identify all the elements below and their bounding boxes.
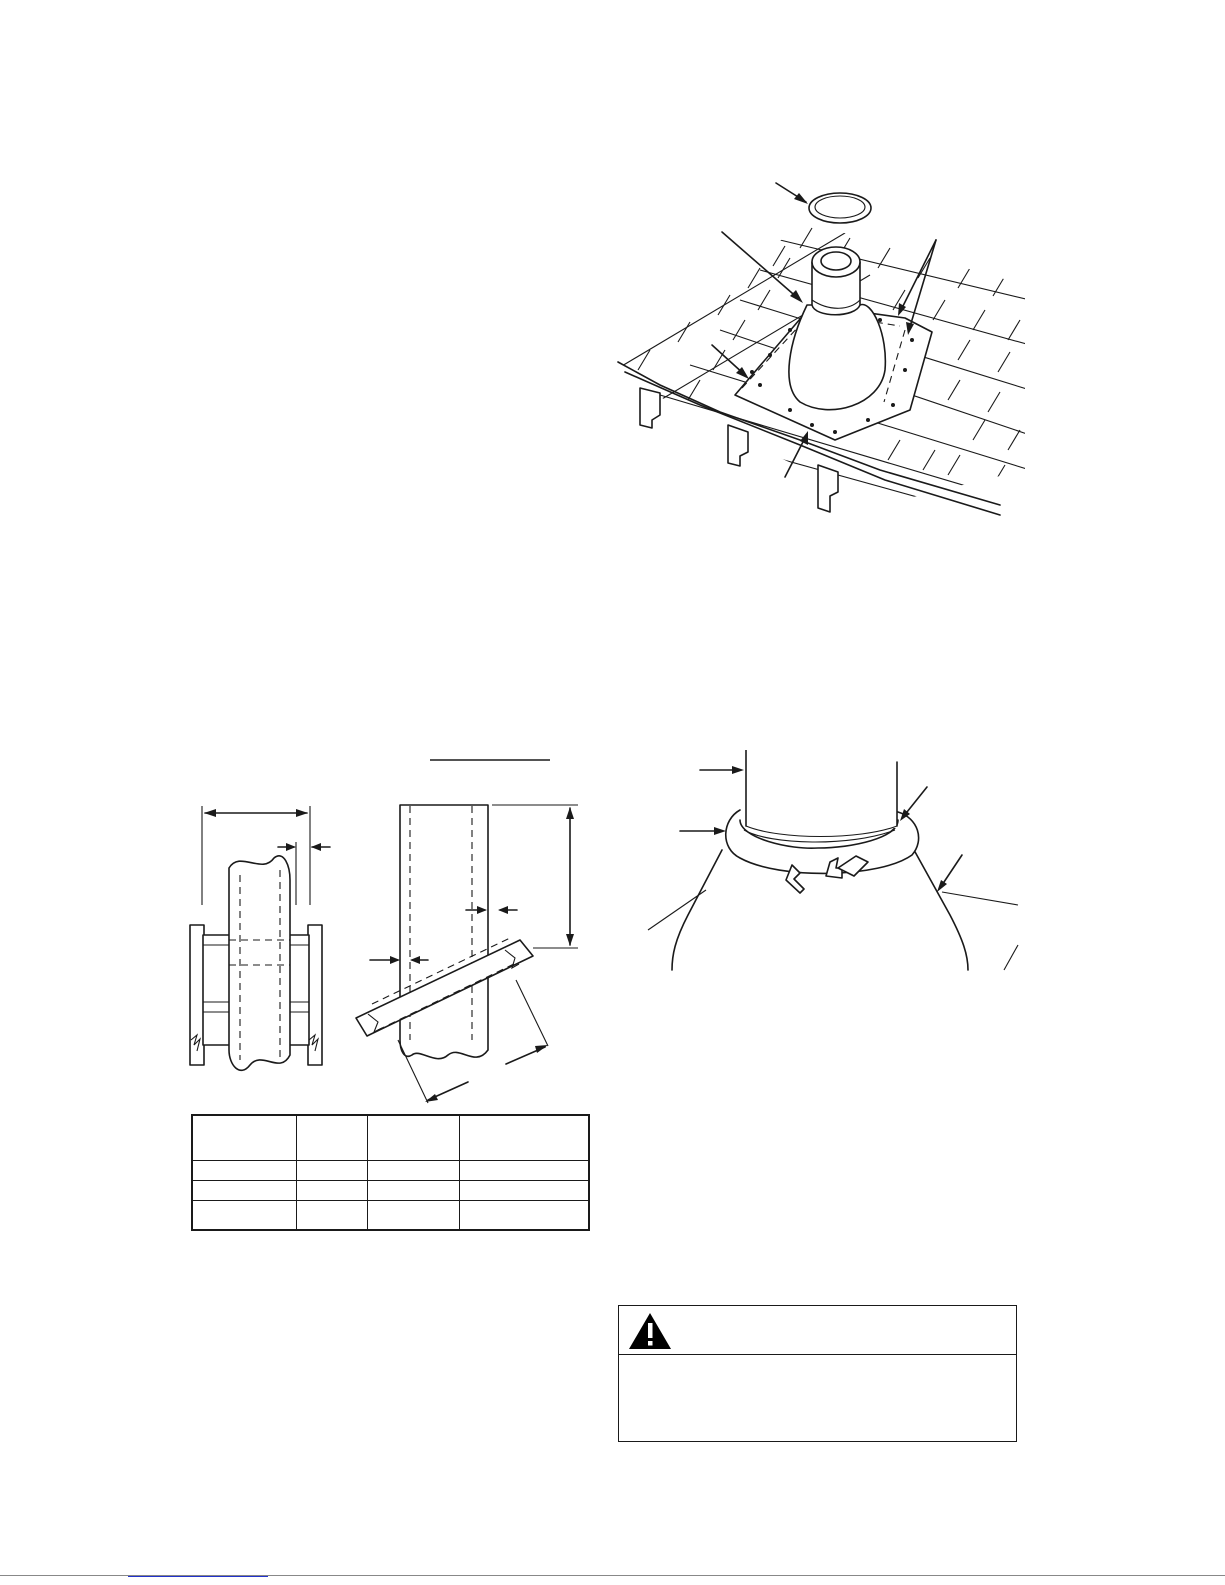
footer-link[interactable] — [128, 1576, 268, 1577]
table-cell — [367, 1180, 459, 1200]
table-header-cell — [192, 1115, 296, 1161]
warning-divider — [619, 1354, 1016, 1355]
pipe-clearance-figure — [180, 750, 580, 1110]
table-row — [192, 1161, 589, 1181]
table-cell — [192, 1200, 296, 1230]
table-cell — [459, 1161, 589, 1181]
vertical-pipe-view — [190, 806, 330, 1070]
roof-flashing-figure — [600, 160, 1030, 530]
storm-collar-figure — [630, 750, 1030, 980]
angled-pipe-view — [356, 805, 578, 1103]
table-cell — [459, 1200, 589, 1230]
clearance-table — [191, 1114, 590, 1231]
table-header-row — [192, 1115, 589, 1161]
table-cell — [192, 1161, 296, 1181]
warning-triangle-icon — [628, 1312, 672, 1350]
table-cell — [459, 1180, 589, 1200]
table-row — [192, 1180, 589, 1200]
table-cell — [367, 1161, 459, 1181]
table-cell — [192, 1180, 296, 1200]
flashing-cone — [789, 247, 885, 410]
table-cell — [367, 1200, 459, 1230]
table-row — [192, 1200, 589, 1230]
warning-box — [618, 1305, 1017, 1442]
table-header-cell — [296, 1115, 367, 1161]
table-cell — [296, 1180, 367, 1200]
vent-pipe — [746, 750, 897, 837]
table-header-cell — [367, 1115, 459, 1161]
table-header-cell — [459, 1115, 589, 1161]
storm-collar — [809, 193, 871, 223]
table-cell — [296, 1200, 367, 1230]
table-cell — [296, 1161, 367, 1181]
